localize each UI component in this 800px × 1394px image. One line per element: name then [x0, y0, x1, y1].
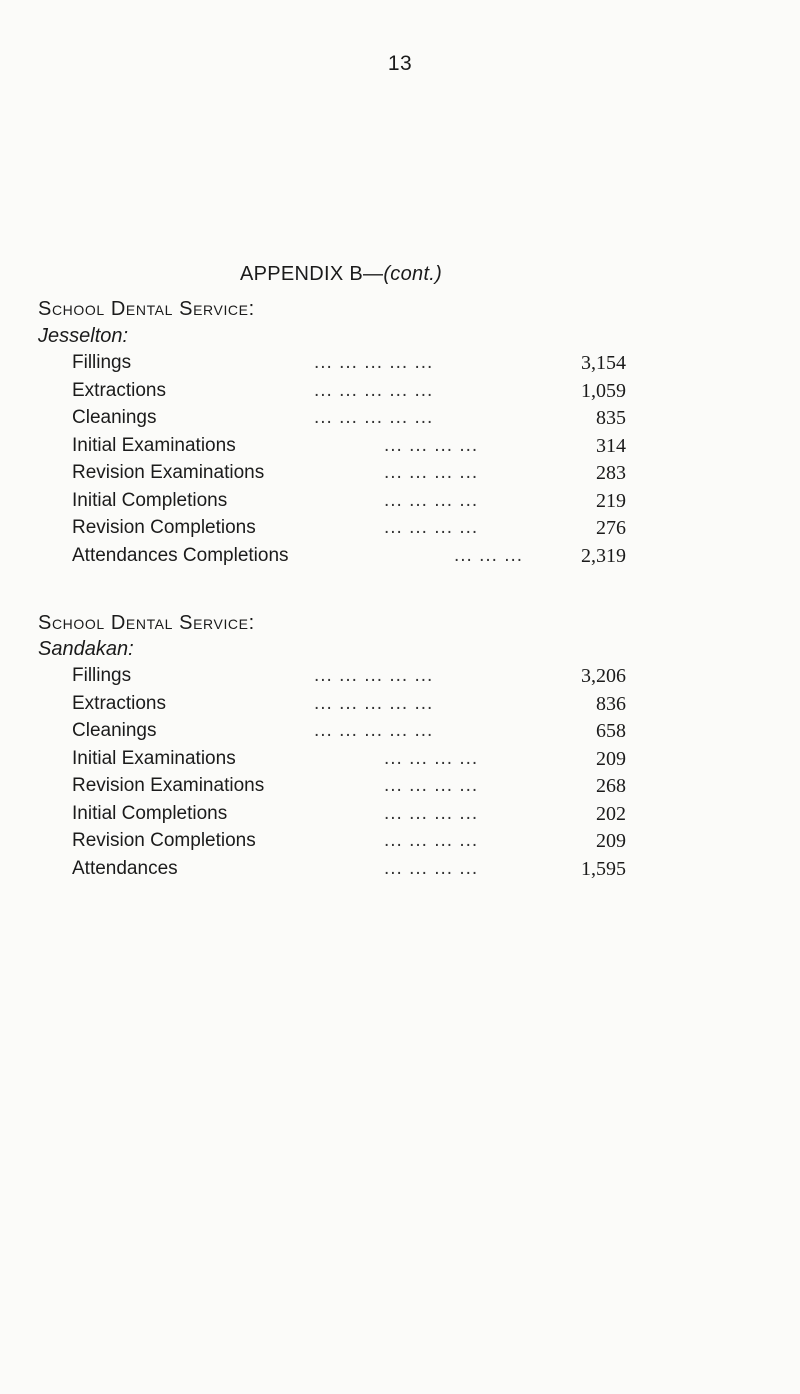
row-value: 268	[596, 775, 626, 797]
row-value: 1,059	[581, 379, 626, 402]
section-heading: School Dental Service:	[38, 612, 255, 634]
row-leader: ... ... ...	[454, 544, 524, 566]
section-subheading: Jesselton:	[38, 325, 129, 347]
row-leader: ... ... ... ...	[384, 434, 479, 456]
table-row	[72, 748, 632, 776]
row-label: Initial Completions	[72, 802, 228, 824]
row-label: Cleanings	[72, 720, 157, 741]
row-leader: ... ... ... ...	[384, 775, 479, 796]
row-leader: ... ... ... ...	[384, 489, 479, 511]
row-leader: ... ... ... ... ...	[314, 692, 434, 714]
table-row	[72, 462, 632, 490]
table-row	[72, 407, 632, 435]
row-leader: ... ... ... ... ...	[314, 720, 434, 741]
table-row	[72, 720, 632, 748]
row-label: Revision Completions	[72, 517, 256, 538]
row-label: Cleanings	[72, 407, 157, 428]
table-row	[72, 775, 632, 803]
row-label: Fillings	[72, 665, 132, 686]
table-row	[72, 352, 632, 380]
row-leader: ... ... ... ... ...	[314, 665, 434, 686]
row-value: 283	[596, 462, 626, 484]
row-value: 658	[596, 720, 626, 742]
page-number: 13	[387, 52, 413, 75]
row-leader: ... ... ... ... ...	[314, 407, 434, 428]
sandakan-rows	[72, 665, 632, 885]
row-leader: ... ... ... ... ...	[314, 352, 434, 373]
row-label: Initial Examinations	[72, 434, 236, 456]
table-row	[72, 665, 632, 693]
table-row	[72, 380, 632, 408]
table-row	[72, 517, 632, 545]
table-row	[72, 490, 632, 518]
row-label: Revision Examinations	[72, 775, 265, 796]
row-leader: ... ... ... ...	[384, 517, 479, 538]
row-leader: ... ... ... ... ...	[314, 379, 434, 401]
row-label: Initial Completions	[72, 489, 228, 511]
row-value: 836	[596, 692, 626, 715]
row-value: 835	[596, 407, 626, 429]
row-value: 276	[596, 517, 626, 539]
table-row	[72, 435, 632, 463]
row-label: Attendances	[72, 857, 178, 879]
row-value: 3,206	[581, 665, 626, 687]
section-heading: School Dental Service:	[38, 298, 255, 320]
row-leader: ... ... ... ...	[384, 830, 479, 851]
row-leader: ... ... ... ...	[384, 802, 479, 824]
row-value: 209	[596, 747, 626, 770]
appendix-title-cont: (cont.)	[383, 263, 443, 285]
table-row	[72, 858, 632, 886]
row-label: Extractions	[72, 379, 166, 401]
jesselton-rows	[72, 352, 632, 572]
row-label: Extractions	[72, 692, 166, 714]
row-leader: ... ... ... ...	[384, 857, 479, 879]
row-label: Initial Examinations	[72, 747, 236, 769]
row-label: Revision Completions	[72, 830, 256, 851]
row-value: 202	[596, 802, 626, 825]
row-leader: ... ... ... ...	[384, 747, 479, 769]
table-row	[72, 693, 632, 721]
row-value: 219	[596, 489, 626, 512]
appendix-title-main: APPENDIX B—	[240, 263, 384, 285]
table-row	[72, 803, 632, 831]
row-label: Fillings	[72, 352, 132, 373]
row-value: 314	[596, 434, 626, 457]
row-label: Revision Examinations	[72, 462, 265, 483]
row-value: 2,319	[581, 544, 626, 567]
row-value: 1,595	[581, 857, 626, 880]
row-value: 209	[596, 830, 626, 852]
table-row	[72, 545, 632, 573]
row-value: 3,154	[581, 352, 626, 374]
table-row	[72, 830, 632, 858]
section-subheading: Sandakan:	[38, 638, 134, 660]
appendix-title	[240, 263, 442, 286]
row-label: Attendances Completions	[72, 544, 289, 566]
row-leader: ... ... ... ...	[384, 462, 479, 483]
